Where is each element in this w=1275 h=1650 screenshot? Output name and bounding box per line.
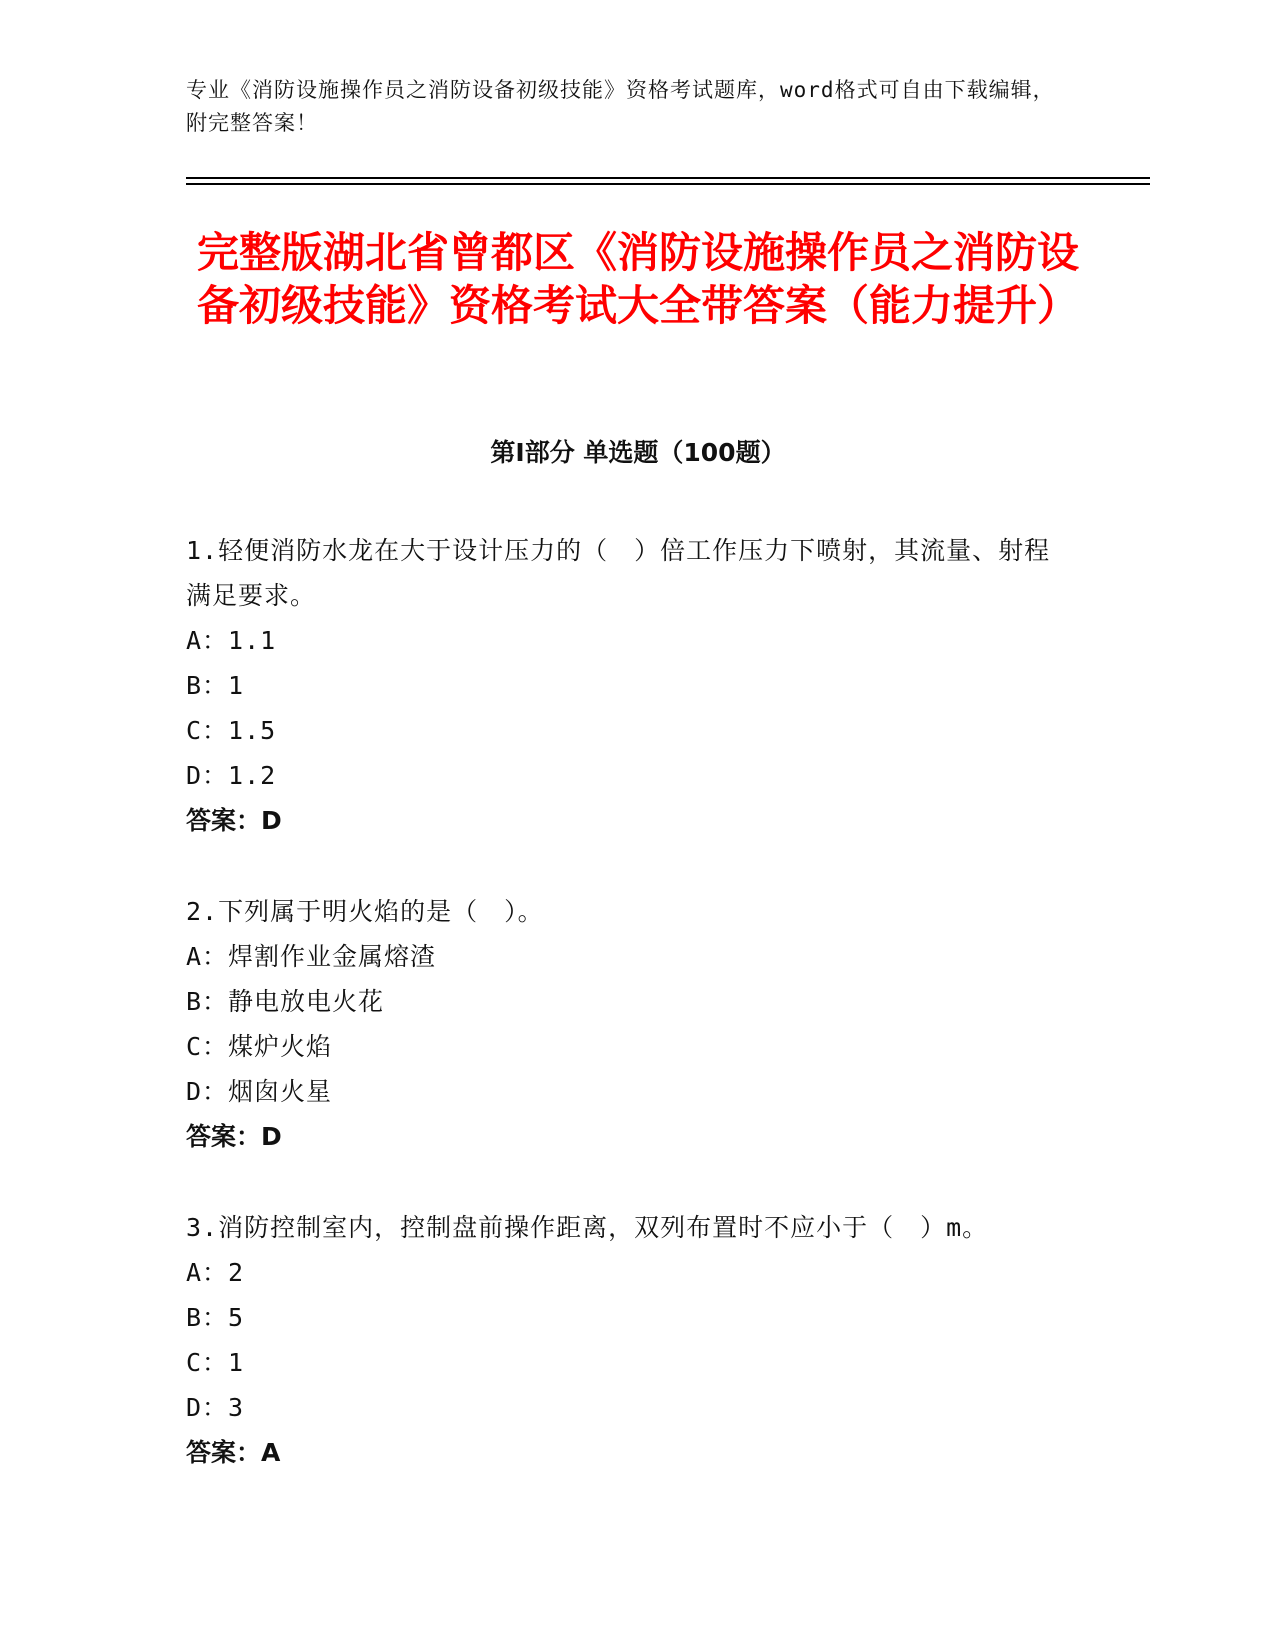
question-text: 2.下列属于明火焰的是（ ）。 — [186, 897, 544, 926]
question-1 — [186, 528, 1066, 843]
option-a: A：2 — [186, 1258, 245, 1287]
option-b: B：静电放电火花 — [186, 987, 385, 1016]
answer: 答案：A — [186, 1438, 281, 1467]
option-c: C：1.5 — [186, 716, 277, 745]
question-text: 1.轻便消防水龙在大于设计压力的（ ）倍工作压力下喷射，其流量、射程满足要求。 — [186, 536, 1051, 610]
option-c: C：煤炉火焰 — [186, 1032, 333, 1061]
question-2 — [186, 889, 1066, 1159]
option-a: A：1.1 — [186, 626, 277, 655]
question-list — [186, 528, 1066, 1521]
option-b: B：5 — [186, 1303, 245, 1332]
header-divider-bottom — [186, 183, 1150, 185]
question-3 — [186, 1205, 1066, 1475]
document-title: 完整版湖北省曾都区《消防设施操作员之消防设备初级技能》资格考试大全带答案（能力提升） — [196, 228, 1079, 330]
option-d: D：烟囱火星 — [186, 1077, 333, 1106]
header-divider-top — [186, 177, 1150, 179]
answer: 答案：D — [186, 806, 282, 835]
option-b: B：1 — [186, 671, 245, 700]
header-note: 专业《消防设施操作员之消防设备初级技能》资格考试题库，word格式可自由下载编辑，附完整答案！ — [186, 78, 1055, 135]
question-text: 3.消防控制室内，控制盘前操作距离，双列布置时不应小于（ ）m。 — [186, 1213, 989, 1242]
option-d: D：1.2 — [186, 761, 277, 790]
option-a: A：焊割作业金属熔渣 — [186, 942, 437, 971]
option-d: D：3 — [186, 1393, 245, 1422]
answer: 答案：D — [186, 1122, 282, 1151]
option-c: C：1 — [186, 1348, 245, 1377]
section-title: 第I部分 单选题（100题） — [490, 438, 786, 467]
